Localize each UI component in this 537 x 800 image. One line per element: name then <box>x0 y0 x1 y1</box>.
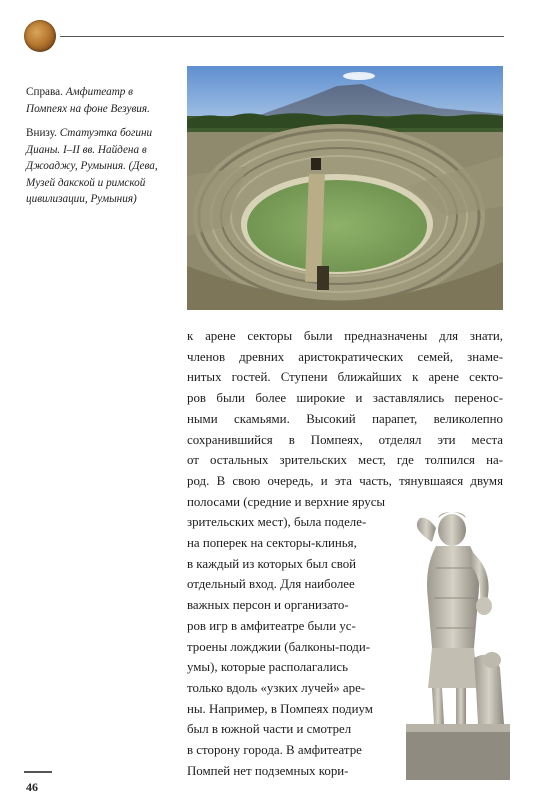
body-line: умы), которые располагались <box>187 660 348 675</box>
body-line: ны. Например, в Помпеях подиум <box>187 701 373 716</box>
body-line: от остальных зрительских мест, где толпился на- <box>187 453 503 468</box>
body-line: сохранившийся в Помпеях, отделял эти места <box>187 432 503 447</box>
diana-statuette-image <box>392 508 520 788</box>
header-rule <box>60 36 504 37</box>
body-line: зрительских мест), была поделе- <box>187 515 367 530</box>
caption-below-text: Статуэтка богини Дианы. I–II вв. Найдена в Джоаджу, Румыния. (Дева, Музей дакской и римской цивилизации, Румыния) <box>26 127 158 205</box>
body-line: ными скамьями. Высокий парапет, великолепно <box>187 411 503 426</box>
body-line: Помпей нет подземных кори- <box>187 763 349 778</box>
caption-right <box>26 84 168 117</box>
body-line: членов древних аристократических семей, знаме- <box>187 349 503 364</box>
body-line: полосами (средние и верхние ярусы <box>187 494 386 509</box>
caption-below-label: Внизу. <box>26 127 57 139</box>
body-line: важных персон и организато- <box>187 598 349 613</box>
body-line: троены ложджии (балконы-поди- <box>187 639 371 654</box>
body-line: только вдоль «узких лучей» аре- <box>187 680 366 695</box>
body-line: к арене секторы были предназначены для знати, <box>187 329 503 343</box>
body-line: в каждый из которых был свой <box>187 556 357 571</box>
coin-ornament <box>24 20 56 52</box>
footer-rule <box>24 771 52 773</box>
body-line: был в южной части и смотрел <box>187 722 352 737</box>
body-line: в сторону города. В амфитеатре <box>187 743 362 758</box>
page-number: 46 <box>26 780 38 794</box>
body-line: на поперек на секторы-клинья, <box>187 536 357 551</box>
body-line: ров игр в амфитеатре были ус- <box>187 618 356 633</box>
caption-right-label: Справа. <box>26 86 63 98</box>
amphitheater-photo <box>187 66 503 310</box>
caption-right-text: Амфитеатр в Помпеях на фоне Везувия. <box>26 86 150 115</box>
body-line: нитых гостей. Ступени ближайших к арене секто- <box>187 370 503 385</box>
caption-below <box>26 125 168 208</box>
figure-captions <box>26 84 168 216</box>
body-line: отдельный вход. Для наиболее <box>187 577 355 592</box>
body-line: ров были более широкие и заставлялись перенос- <box>187 391 503 406</box>
body-line: род. В свою очередь, и эта часть, тянувшаяся двумя <box>187 473 503 488</box>
